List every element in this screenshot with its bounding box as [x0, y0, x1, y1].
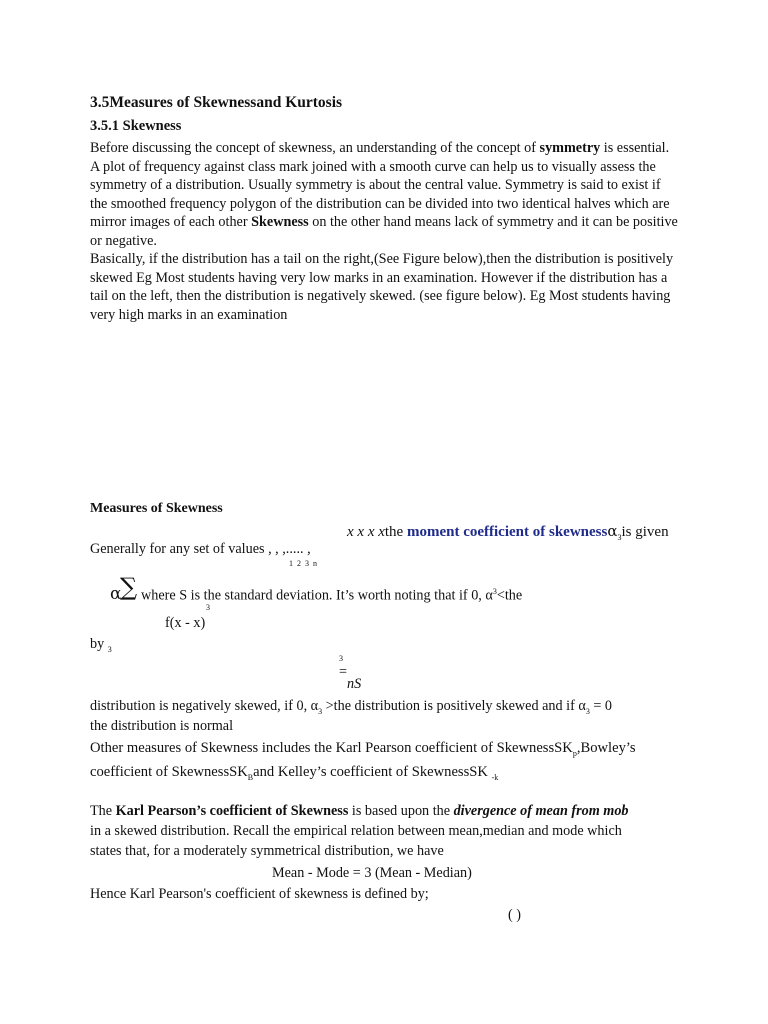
sigma-symbol: ∑	[120, 573, 138, 601]
empirical-relation: Mean - Mode = 3 (Mean - Median)	[272, 865, 472, 881]
divergence-term: divergence of mean from mob	[453, 803, 629, 819]
moment-the: the	[384, 524, 407, 540]
alpha3-sub-b: 3	[585, 706, 590, 716]
ns-denominator: nS	[347, 676, 362, 692]
bowley-kelley-line	[90, 764, 498, 782]
karl-line3: states that, for a moderately symmetrical distribution, we have	[90, 843, 444, 859]
moment-coefficient-line	[347, 522, 669, 542]
section-heading: 3.5Measures of Skewnessand Kurtosis	[90, 94, 343, 111]
other-measures-text: Other measures of Skewness includes the Karl Pearson coefficient of SkewnessSK	[90, 740, 573, 756]
by-word: by	[90, 636, 105, 652]
distribution-condition-line	[90, 698, 612, 716]
pos-skew-text: >the distribution is positively skewed and if α	[322, 698, 586, 714]
sk-p-sub: p	[572, 748, 577, 758]
alpha-subscript: 3	[617, 533, 622, 542]
normal-eq-text: = 0	[589, 698, 613, 714]
bowley-coef-text: coefficient of SkewnessSK	[90, 764, 248, 780]
by-text	[90, 636, 112, 654]
exponent-3: 3	[206, 603, 210, 612]
distribution-normal-line: the distribution is normal	[90, 718, 234, 734]
karl-pearson-intro	[90, 803, 629, 820]
variable-subscripts: 1 2 3 n	[289, 559, 318, 568]
alpha-sup: 3	[492, 587, 497, 596]
alpha3-sub-a: 3	[318, 706, 323, 716]
by-subscript: 3	[107, 644, 112, 654]
standard-deviation-note	[141, 587, 522, 605]
sk-b-sub: B	[247, 772, 254, 782]
karl-pearson-term: Karl Pearson’s coefficient of Skewness	[115, 803, 349, 819]
kelley-text: and Kelley’s coefficient of SkewnessSK	[253, 764, 488, 780]
intro-text-a: Before discussing the concept of skewness, an understanding of the concept of	[90, 140, 540, 156]
tail-explanation-paragraph: Basically, if the distribution has a tail on the right,(See Figure below),then the distribution is positively skewed Eg Most students having very low marks in an examination. However if the distribution has a tail on the left, then the distribution is negatively skewed. (see figure below). Eg Most students having very high marks in an examination	[90, 251, 674, 323]
karl-based-text: is based upon the	[348, 803, 454, 819]
parentheses: ( )	[508, 907, 521, 923]
other-measures-line	[90, 740, 636, 758]
fx-term: f(x - x)	[165, 615, 206, 631]
intro-text-e: on the other hand means lack of symmetry and it can be positive or negative.	[90, 214, 678, 249]
neg-skew-text: distribution is negatively skewed, if 0, α	[90, 698, 319, 714]
is-given-text: is given	[621, 524, 669, 540]
karl-the: The	[90, 803, 116, 819]
alpha-symbol-formula: α	[110, 584, 122, 604]
denominator-exponent: 3	[339, 654, 343, 663]
bowley-text: ,Bowley’s	[576, 740, 636, 756]
measures-heading: Measures of Skewness	[90, 501, 223, 516]
skewness-intro-paragraph	[90, 139, 680, 251]
alpha-symbol: α	[607, 522, 618, 540]
intro-text-c: is essential. A plot of frequency against class mark joined with a smooth curve can help us to visually assess the symmetry of a distribution. Usually symmetry is about the central value. Symmetry is said to exist if the smoothed frequency polygon of the distribution can be divided into two identical halves which are mirror images of each other	[90, 140, 670, 231]
variables-x: x x x x	[347, 524, 385, 540]
skewness-term: Skewness	[251, 214, 309, 231]
moment-coefficient-term: moment coefficient of skewness	[406, 524, 608, 540]
sk-k-sub: -k	[491, 772, 499, 782]
generally-line: Generally for any set of values , , ,..... ,	[90, 541, 311, 557]
lt-the-text: <the	[496, 587, 523, 604]
subsection-heading: 3.5.1 Skewness	[90, 118, 182, 134]
hence-line: Hence Karl Pearson's coefficient of skewness is defined by;	[90, 886, 429, 902]
symmetry-term: symmetry	[539, 140, 601, 156]
equals-sign: =	[339, 664, 348, 680]
karl-line2: in a skewed distribution. Recall the empirical relation between mean,median and mode which	[90, 823, 622, 839]
where-text: where S is the standard deviation. It’s worth noting that if 0, α	[141, 587, 493, 604]
